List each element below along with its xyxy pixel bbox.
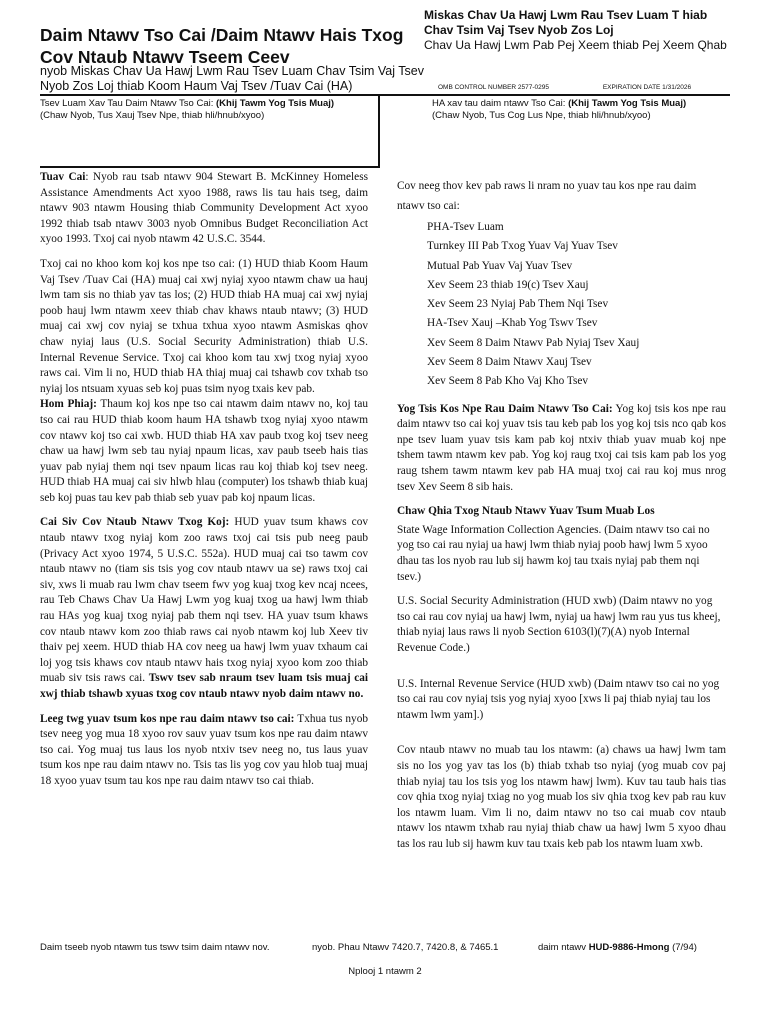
sources-heading-text: Chaw Qhia Txog Ntaub Ntawv Yuav Tsum Muab Los bbox=[397, 505, 655, 518]
program-item: Xev Seem 8 Daim Ntawv Pab Nyiaj Tsev Xauj bbox=[427, 336, 640, 349]
ha-release-instructions: (Chaw Nyob, Tus Cog Lus Npe, thiab hli/hnub/xyoo) bbox=[432, 110, 651, 121]
program-item: Mutual Pab Yuav Vaj Yuav Tsev bbox=[427, 259, 573, 272]
sources-heading bbox=[397, 504, 726, 520]
ha-release-note: (Khij Tawm Yog Tsis Muaj) bbox=[568, 98, 687, 109]
failure-text: Yog koj tsis kos npe rau daim ntawv tso cai koj yuav tsis tau keb pab los yog koj tsis nco qab kos npe tsev luam yuav tsis kam pab koj ntxiv thiab yuav muab koj npe tshem tawm ntawm kev pab. Yog koj raug txoj cai tsis kam pab los yog raug tshem tawm ntawm kev pab HA muaj txoj cai rau koj mus nrog tsev Xev Seem 8 sib hais. bbox=[397, 402, 726, 493]
program-item: Xev Seem 23 Nyiaj Pab Them Nqi Tsev bbox=[427, 298, 609, 311]
requirement-paragraph: Txoj cai no khoo kom koj kos npe tso cai: (1) HUD thiab Koom Haum Vaj Tsev /Tuav Cai (HA) muaj cai xwj nyiaj xyoo ntawm chaw ua hauj lwm tam sis no thiab yav tas los; (2) HUD thiab HA muaj cai xwj nyiaj poob hauj lwm ntawm xeev thiab chav khaws ntaub ntawv; (3) HUD muaj cai xwj cov nyiaj se txhua txhua xyoo ntawm Asmiskas qhov chaw nyiaj laus (U.S. Social Security Administration) thiab U.S. Internal Revenue Service. Txoj cai khoo kom tau xwj txog nyiaj xyoo raws cai. Vim li no, HUD thiab HA thiaj muaj cai tshawb cov txhab tso nyiaj los ntsuam xyuas seb koj puas tsim nyog txais kev pab. bbox=[40, 257, 368, 395]
left-column bbox=[40, 170, 368, 799]
footer-left: Daim tseeb nyob ntawm tus tswv tsim daim ntawv nov. bbox=[40, 942, 270, 953]
left-section-rule bbox=[40, 166, 379, 168]
program-item: Xev Seem 8 Daim Ntawv Xauj Tsev bbox=[427, 356, 592, 369]
form-number bbox=[538, 942, 697, 953]
authority-heading: Tuav Cai bbox=[40, 171, 86, 183]
uses-warning: Tswv tsev sab nraum tsev luam tsis muaj cai xwj thiab tshawb xyuas txog cov ntaub ntawv nyob daim ntawv no. bbox=[40, 672, 369, 700]
uses-paragraph bbox=[40, 515, 368, 702]
tenant-release-label: Tsev Luam Xav Tau Daim Ntawv Tso Cai: bbox=[40, 98, 216, 109]
agency-block bbox=[424, 8, 734, 53]
program-item: HA-Tsev Xauj –Khab Yog Tswv Tsev bbox=[427, 317, 598, 330]
uses-text: HUD yuav tsum khaws cov ntaub ntawv txog nyiaj kom zoo raws txoj cai tsis pub neeg paub (Privacy Act xyoo 1974, 5 U.S.C. 552a). HUD muaj cai tso tawm cov ntaub ntawv no (tiam sis tsis yog cov ntaub ntawv ua se) raws txoj cai siv, xws li muab rau lwm chav tseem fwv yog kuaj txog kev ncaj ncees, rau Teb Chaws Chav Ua Hawj Lwm yog kuaj txog ua hawj lwm thiab rau HAs yog kuaj txog nyiaj pab them nqi tsev. HA yuav tsum khaws cov ntaub ntawv kom zoo thiab raws cai nyob ntawm koj lub Xeev tiv thaiv pej xeem. HUD thiab HA cov neeg ua hawj lwm yuav txhaum cai loj yog tsis khaws cov ntaub ntawv hais txog nyiaj xyoo kom zoo thiab muab siv tsis raws cai. bbox=[40, 516, 368, 685]
tenant-release-instructions: (Chaw Nyob, Tus Xauj Tsev Npe, thiab hli/hnub/xyoo) bbox=[40, 110, 265, 121]
purpose-heading: Hom Phiaj: bbox=[40, 398, 97, 411]
expiration-date: EXPIRATION DATE 1/31/2026 bbox=[602, 84, 692, 91]
form-number-date: (7/94) bbox=[669, 942, 697, 953]
ssa-paragraph: U.S. Social Security Administration (HUD xwb) (Daim ntawv no yog tso cai rau cov nyiaj ua hawj lwm, nyiaj ua hawj lwm rau yus tus kheej, thiab nyiaj laus raws li nyob Section 6103(l)(7)(A) nyob Internal Revenue Code.) bbox=[397, 595, 721, 654]
page-number: Nplooj 1 ntawm 2 bbox=[348, 966, 422, 977]
omb-info bbox=[438, 84, 728, 91]
ha-release-field[interactable] bbox=[432, 98, 732, 122]
who-signs-heading: Leeg twg yuav tsum kos npe rau daim ntawv tso cai: bbox=[40, 712, 295, 725]
uses-heading: Cai Siv Cov Ntaub Ntawv Txog Koj: bbox=[40, 516, 230, 529]
program-item: Turnkey III Pab Txog Yuav Vaj Yuav Tsev bbox=[427, 240, 618, 253]
program-list bbox=[427, 218, 726, 392]
programs-intro: Cov neeg thov kev pab raws li nram no yuav tau kos npe rau daim ntawv tso cai: bbox=[397, 180, 697, 212]
state-wage-paragraph: State Wage Information Collection Agencies. (Daim ntawv tso cai no yog tso cai rau nyiaj ua hawj lwm thiab nyiaj poob hawj lwm 5 xyoo dhau tas los nyob rau lub sij hawm koj tau txais nyiaj pab them nqi tsev.) bbox=[397, 523, 710, 583]
tenant-release-note: (Khij Tawm Yog Tsis Muaj) bbox=[216, 98, 335, 109]
authority-text: : Nyob rau tsab ntawv 904 Stewart B. McKinney Homeless Assistance Amendments Act xyoo 1988, raws lis tau hais tseg, daim ntawv 903 ntawm Housing thiab Community Development Act xyoo 1992 thiab tsab ntawv 3003 nyob Omnibus Budget Reconciliation Act xyoo 1993. Txoj cai nyob ntawm 42 U.S.C. 3544. bbox=[40, 171, 368, 246]
agency-office: Chav Ua Hawj Lwm Pab Pej Xeem thiab Pej Xeem Qhab bbox=[424, 38, 727, 52]
page-subtitle: nyob Miskas Chav Ua Hawj Lwm Rau Tsev Luam Chav Tsim Vaj Tsev Nyob Zos Loj thiab Koom Haum Vaj Tsev /Tuav Cai (HA) bbox=[40, 64, 424, 93]
irs-paragraph: U.S. Internal Revenue Service (HUD xwb) (Daim ntawv tso cai no yog tso cai rau cov nyiaj tsis yog nyiaj xyoo [xws li paj thiab nyiaj tau los ntawm lwm yam].) bbox=[397, 677, 720, 721]
right-column bbox=[397, 176, 726, 862]
purpose-text: Thaum koj kos npe tso cai ntawm daim ntawv no, koj tau tso cai rau HUD thiab koom haum HA tshawb txog nyiaj xyoo ntawm cov ntawv koj tso cai xwb. HUD thiab HA xav paub txog koj tsev neeg chaw ua hawj lwm seb tau nyiaj npaum licas, xav paub tseeb hais tias yuav pab nyiaj them nqi tsev npaum licas rau koj thiab koj tsev neeg. HUD thiab HA muaj cai siv hlwb hlau (computer) los tshawb thiab kuaj seb koj puas tau kev pab thiab seb yuav pab koj npaum licas. bbox=[40, 398, 368, 504]
who-signs-text: Txhua tus nyob tsev neeg yog mua 18 xyoo rov sauv yuav tsum kos npe rau daim ntawv tso cai. Yog muaj tus laus los nyob ntxiv tsev neeg no, tus laus yuav tsum kos npe rau daim ntawv no. Tsis tas lis yog cov yau hlob tuaj muaj 18 xyoo yuav tsum tau kos npe rau daim ntawv tso cai thiab. bbox=[40, 712, 369, 787]
purpose-paragraph bbox=[40, 397, 368, 506]
header-rule bbox=[40, 94, 730, 96]
program-item: Xev Seem 23 thiab 19(c) Tsev Xauj bbox=[427, 278, 589, 291]
applicant-divider bbox=[378, 94, 380, 168]
form-number-prefix: daim ntawv bbox=[538, 942, 589, 953]
tenant-release-field[interactable] bbox=[40, 98, 375, 122]
agency-name: Miskas Chav Ua Hawj Lwm Rau Tsev Luam T hiab Chav Tsim Vaj Tsev Nyob Zos Loj bbox=[424, 8, 708, 37]
program-item: PHA-Tsev Luam bbox=[427, 221, 504, 233]
form-number-id: HUD-9886-Hmong bbox=[588, 942, 670, 953]
authority-paragraph bbox=[40, 170, 368, 248]
program-item: Xev Seem 8 Pab Kho Vaj Kho Tsev bbox=[427, 375, 589, 388]
ha-release-label: HA xav tau daim ntawv Tso Cai: bbox=[432, 98, 569, 109]
failure-paragraph bbox=[397, 402, 726, 496]
info-sources-paragraph: Cov ntaub ntawv no muab tau los ntawm: (a) chaws ua hawj lwm tam sis no los yog yav tas los (b) thiab txhab tso nyiaj (yog muab cov paj thiab nyiaj tau los tsis yog los ntawm hawj lwm). Kuv tau taub hais tias cov qhia txog nyiaj txiag no yog muab los siv qhia txog kev pab rau kuv los ntawm luam. Vim li no, daim ntawv no tso cai muab cov ntaub ntawv los ntawm txhab rau nyiaj thiab chaw ua hawj lwm 5 xyoo dhau tas los rau lub sij hawm kuv tau txais keb pab los ntawm luam xwb. bbox=[397, 744, 726, 850]
page-title: Daim Ntawv Tso Cai /Daim Ntawv Hais Txog Cov Ntaub Ntawv Tseem Ceev bbox=[40, 25, 404, 67]
who-signs-paragraph bbox=[40, 712, 368, 790]
footer-mid: nyob. Phau Ntawv 7420.7, 7420.8, & 7465.1 bbox=[312, 942, 499, 953]
omb-control-number: OMB CONTROL NUMBER 2577-0295 bbox=[438, 84, 550, 91]
failure-heading: Yog Tsis Kos Npe Rau Daim Ntawv Tso Cai: bbox=[397, 402, 613, 415]
